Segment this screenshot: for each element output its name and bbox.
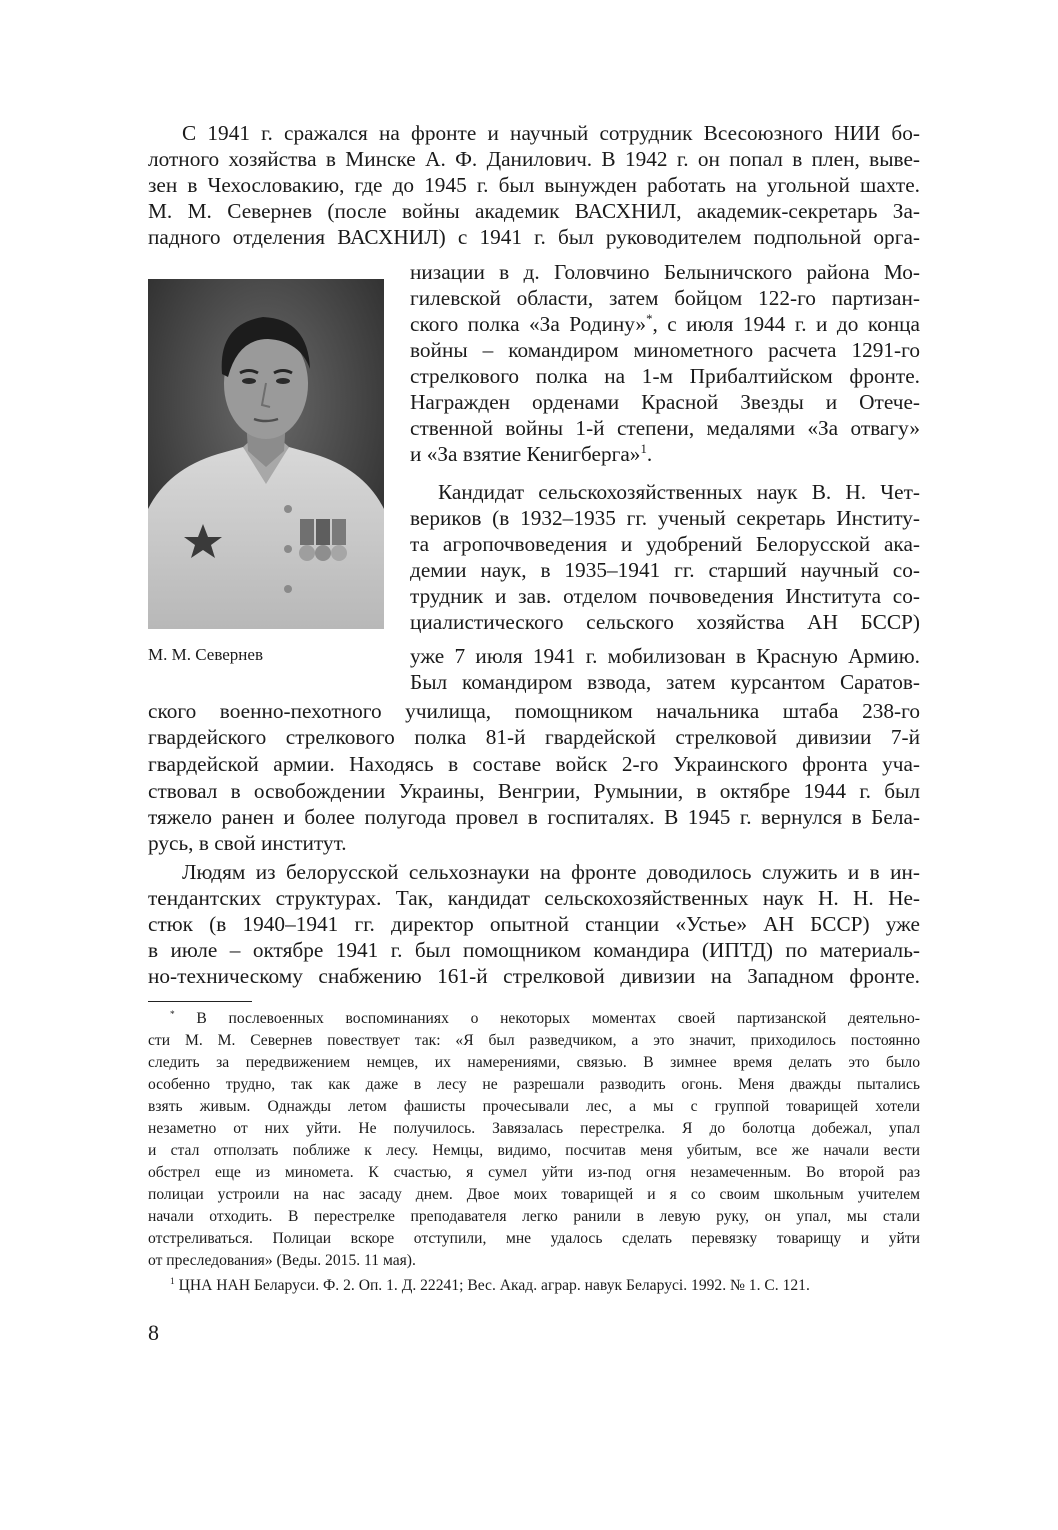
body-line: С 1941 г. сражался на фронте и научный сотрудник Всесоюзного НИИ бо- — [182, 121, 920, 145]
footnote-line: сти М. М. Севернев повествует так: «Я был разведчиком, а это значит, приходилось постоянно — [148, 1032, 920, 1049]
photo-caption: М. М. Севернев — [148, 645, 263, 664]
footnote-line: обстрел еще из миномета. К счастью, я сумел уйти из-под огня незамеченным. Во второй раз — [148, 1164, 920, 1181]
footnote-line: незаметно от них уйти. Не получилось. Завязалась перестрелка. Я до болотца добежал, упал — [148, 1120, 920, 1137]
footnote-separator — [148, 1001, 252, 1002]
body-line: лотного хозяйства в Минске А. Ф. Данилович. В 1942 г. он попал в плен, выве- — [148, 147, 920, 171]
body-text: , с июля 1944 г. и до конца — [652, 312, 921, 336]
body-line: трудник и зав. отделом почвоведения Института со- — [410, 584, 920, 608]
footnote-line: отстреливаться. Полицаи вскоре отступили, мне удалось сделать перевязку товарищу и уйти — [148, 1230, 920, 1247]
footnote-line — [170, 1009, 920, 1029]
body-line: Кандидат сельскохозяйственных наук В. Н. Чет- — [438, 480, 920, 504]
body-line: демии наук, в 1935–1941 гг. старший научный со- — [410, 558, 920, 582]
footnote-line — [170, 1276, 920, 1296]
body-line: Был командиром взвода, затем курсантом Саратов- — [410, 670, 920, 694]
body-line: Награжден орденами Красной Звезды и Отече- — [410, 390, 920, 414]
footnote-text: В послевоенных воспоминаниях о некоторых моментах своей партизанской деятельно- — [196, 1010, 920, 1027]
body-line: русь, в свой институт. — [148, 831, 347, 855]
medal-icon — [299, 545, 315, 561]
body-line: в июле – октябре 1941 г. был помощником командира (ИПТД) по материаль- — [148, 938, 920, 962]
footnote-line: от преследования» (Веды. 2015. 11 мая). — [148, 1252, 416, 1269]
footnote-mark: * — [170, 1009, 175, 1020]
portrait-illustration — [148, 279, 384, 629]
portrait-photo — [148, 279, 384, 629]
footnote-line: полицаи устроили на нас засаду днем. Двое моих товарищей и я со своим школьным учителем — [148, 1186, 920, 1203]
body-line: стюк (в 1940–1941 гг. директор опытной станции «Устье» АН БССР) уже — [148, 912, 920, 936]
body-line: тендантских структурах. Так, кандидат сельскохозяйственных наук Н. Н. Не- — [148, 886, 920, 910]
footnote-line: особенно трудно, так как даже в лесу не разрешали разводить огонь. Меня дважды пытались — [148, 1076, 920, 1093]
body-line: циалистического сельского хозяйства АН БССР) — [410, 610, 920, 634]
body-line — [410, 441, 920, 467]
footnote-ref: 1 — [640, 441, 647, 456]
body-text: и «За взятие Кенигберга» — [410, 442, 641, 466]
footnote-line: и стал отползать поближе к лесу. Немцы, видимо, посчитав меня убитым, все же начали вести — [148, 1142, 920, 1159]
body-text: ского полка «За Родину» — [410, 312, 647, 336]
body-line: вериков (в 1932–1935 гг. ученый секретарь Институ- — [410, 506, 920, 530]
footnote-line: следить за передвижением немцев, их намерениями, связью. В зимнее время делать это было — [148, 1054, 920, 1071]
body-line — [410, 311, 920, 337]
body-line: тяжело ранен и более полугода провел в госпиталях. В 1945 г. вернулся в Бела- — [148, 805, 920, 829]
footnote-line: взять живым. Однажды летом фашисты прочесывали лес, а мы с группой товарищей хотели — [148, 1098, 920, 1115]
body-line: низации в д. Головчино Белыничского района Мо- — [410, 260, 920, 284]
body-line: зен в Чехословакию, где до 1945 г. был вынужден работать на угольной шахте. — [148, 173, 920, 197]
body-line: ского военно-пехотного училища, помощником начальника штаба 238-го — [148, 699, 920, 723]
footnote-mark: 1 — [170, 1276, 175, 1287]
body-line: уже 7 июля 1941 г. мобилизован в Красную Армию. — [410, 644, 920, 668]
body-line: падного отделения ВАСХНИЛ) с 1941 г. был руководителем подпольной орга- — [148, 225, 920, 249]
body-text: . — [646, 442, 653, 466]
body-line: стрелкового полка на 1-м Прибалтийском фронте. — [410, 364, 920, 388]
footnote-ref: * — [646, 311, 653, 326]
body-line: М. М. Севернев (после войны академик ВАСХНИЛ, академик-секретарь За- — [148, 199, 920, 223]
body-line: гвардейского стрелкового полка 81-й гвардейской стрелковой дивизии 7-й — [148, 725, 920, 749]
body-line: гилевской области, затем бойцом 122-го партизан- — [410, 286, 920, 310]
body-line: ственной войны 1-й степени, медалями «За отвагу» — [410, 416, 920, 440]
medal-ribbon-icon — [300, 519, 314, 545]
body-line: но-техническому снабжению 161-й стрелковой дивизии на Западном фронте. — [148, 964, 920, 988]
body-line: Людям из белорусской сельхознауки на фронте доводилось служить и в ин- — [182, 860, 920, 884]
footnote-line: начали отходить. В перестрелке преподавателя легко ранили в левую руку, он упал, мы стали — [148, 1208, 920, 1225]
footnote-text: ЦНА НАН Беларуси. Ф. 2. Оп. 1. Д. 22241; Вес. Акад. аграр. навук Беларусі. 1992. № 1. С. 121. — [178, 1277, 810, 1294]
body-line: гвардейской армии. Находясь в составе войск 2-го Украинского фронта уча- — [148, 752, 920, 776]
body-line: та агропочвоведения и удобрений Белорусской ака- — [410, 532, 920, 556]
page-number: 8 — [148, 1320, 159, 1345]
body-line: войны – командиром минометного расчета 1291-го — [410, 338, 920, 362]
body-line: ствовал в освобождении Украины, Венгрии, Румынии, в октябре 1944 г. был — [148, 779, 920, 803]
